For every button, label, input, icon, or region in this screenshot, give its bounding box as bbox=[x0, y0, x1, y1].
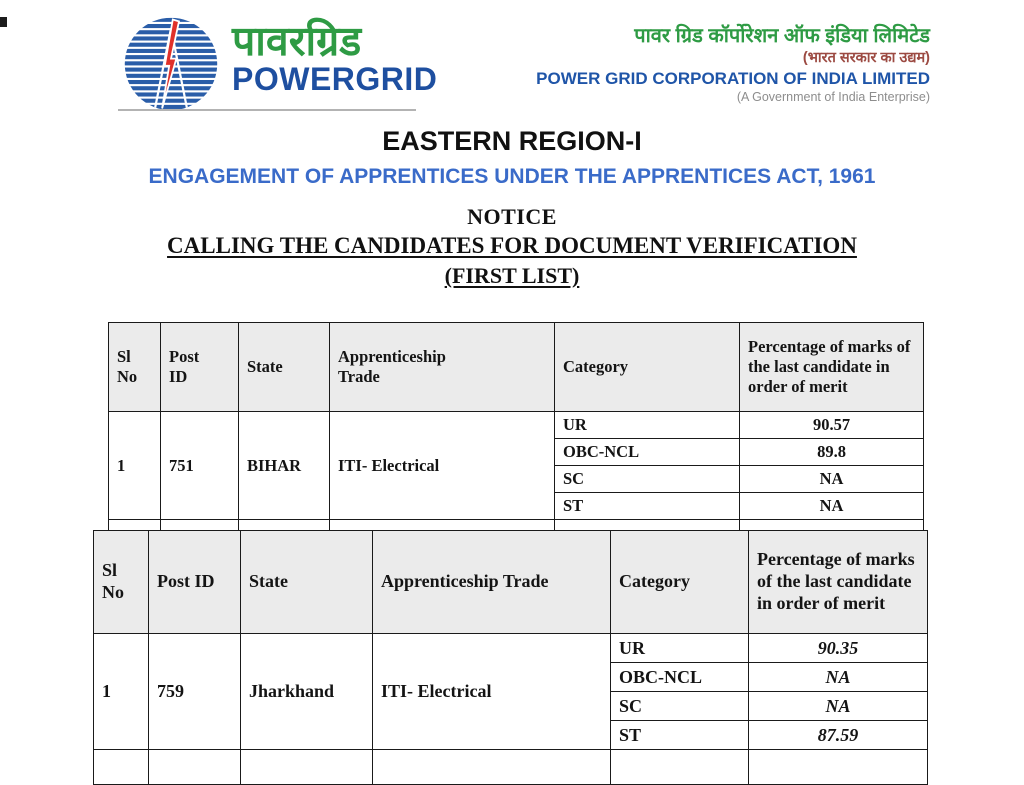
table-row bbox=[109, 412, 924, 439]
table-jharkhand-wrapper bbox=[93, 530, 930, 745]
col-header-trade: Apprenticeship Trade bbox=[373, 531, 611, 634]
cell-category: UR bbox=[555, 412, 740, 439]
col-header-post-id: Post ID bbox=[149, 531, 241, 634]
calling-heading: CALLING THE CANDIDATES FOR DOCUMENT VERIFICATION bbox=[167, 233, 857, 258]
logo-english-name: POWERGRID bbox=[232, 61, 438, 97]
logo-divider-rule bbox=[118, 109, 416, 111]
cell-post-id: 759 bbox=[149, 634, 241, 750]
cell-category: UR bbox=[611, 634, 749, 663]
verification-table-jharkhand bbox=[93, 530, 928, 785]
logo-wordmark bbox=[232, 18, 438, 97]
company-hindi-line: पावर ग्रिड कॉर्पोरेशन ऑफ इंडिया लिमिटेड bbox=[634, 25, 930, 47]
cell-percentage: 87.59 bbox=[749, 721, 928, 750]
table-header-row bbox=[94, 531, 928, 634]
cell-percentage: NA bbox=[749, 692, 928, 721]
cell-state: Jharkhand bbox=[241, 634, 373, 750]
cell-state: BIHAR bbox=[239, 412, 330, 520]
engagement-subtitle: ENGAGEMENT OF APPRENTICES UNDER THE APPRENTICES ACT, 1961 bbox=[148, 165, 876, 188]
col-header-sl-no: Sl No bbox=[109, 323, 161, 412]
cell-percentage: 90.57 bbox=[740, 412, 924, 439]
logo-hindi-name: पावरग्रिड bbox=[232, 18, 362, 64]
cell-percentage: 89.8 bbox=[740, 439, 924, 466]
company-english-subline: (A Government of India Enterprise) bbox=[736, 90, 930, 104]
col-header-percentage: Percentage of marks of the last candidate in order of merit bbox=[749, 531, 928, 634]
scan-artifact bbox=[0, 17, 7, 27]
company-name-block bbox=[490, 24, 930, 105]
cell-percentage: NA bbox=[740, 493, 924, 520]
cell-trade: ITI- Electrical bbox=[373, 634, 611, 750]
cell-percentage: NA bbox=[749, 663, 928, 692]
cell-category: OBC-NCL bbox=[555, 439, 740, 466]
col-header-trade: Apprenticeship Trade bbox=[330, 323, 555, 412]
cell-category: SC bbox=[555, 466, 740, 493]
cell-sl-no: 1 bbox=[94, 634, 149, 750]
region-title: EASTERN REGION-I bbox=[382, 126, 642, 156]
col-header-category: Category bbox=[611, 531, 749, 634]
powergrid-logo-icon bbox=[118, 16, 224, 112]
table-row-clipped bbox=[94, 750, 928, 785]
cell-sl-no: 1 bbox=[109, 412, 161, 520]
notice-heading: NOTICE bbox=[467, 204, 557, 229]
col-header-category: Category bbox=[555, 323, 740, 412]
col-header-state: State bbox=[241, 531, 373, 634]
table-header-row bbox=[109, 323, 924, 412]
cell-percentage: NA bbox=[740, 466, 924, 493]
col-header-percentage: Percentage of marks of the last candidate in order of merit bbox=[740, 323, 924, 412]
verification-table-bihar bbox=[108, 322, 924, 555]
col-header-state: State bbox=[239, 323, 330, 412]
first-list-heading: (FIRST LIST) bbox=[444, 263, 580, 288]
cell-category: ST bbox=[555, 493, 740, 520]
cell-category: SC bbox=[611, 692, 749, 721]
col-header-post-id: Post ID bbox=[161, 323, 239, 412]
table-bihar-wrapper bbox=[108, 322, 926, 515]
cell-category: ST bbox=[611, 721, 749, 750]
table-row bbox=[94, 634, 928, 663]
col-header-sl-no: Sl No bbox=[94, 531, 149, 634]
cell-trade: ITI- Electrical bbox=[330, 412, 555, 520]
company-hindi-subline: (भारत सरकार का उद्यम) bbox=[802, 50, 930, 66]
cell-percentage: 90.35 bbox=[749, 634, 928, 663]
cell-category: OBC-NCL bbox=[611, 663, 749, 692]
cell-post-id: 751 bbox=[161, 412, 239, 520]
company-english-line: POWER GRID CORPORATION OF INDIA LIMITED bbox=[536, 69, 930, 88]
